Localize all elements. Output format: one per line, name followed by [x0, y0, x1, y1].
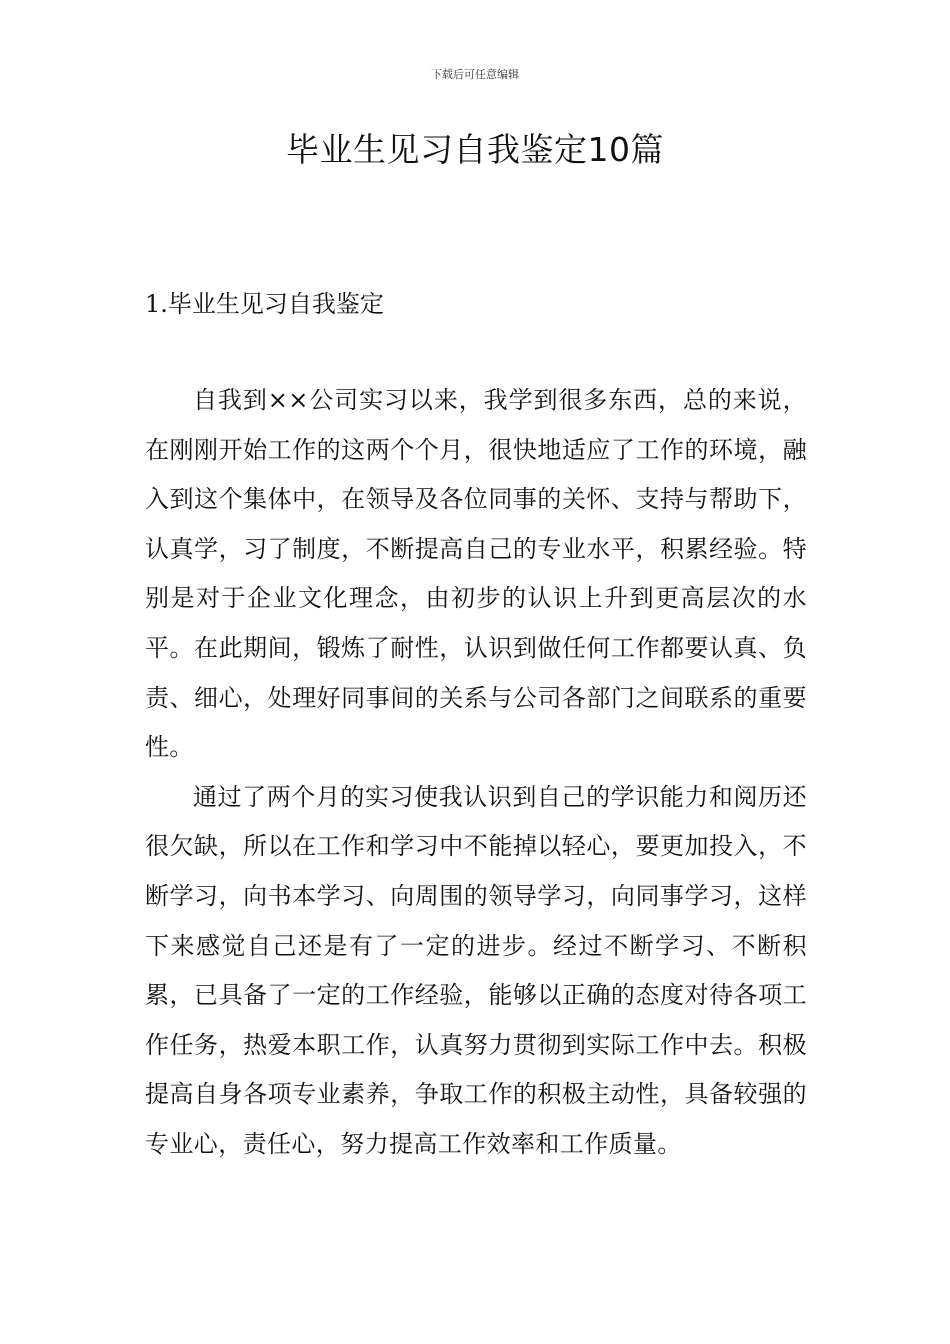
header-note: 下载后可任意编辑 [431, 68, 519, 81]
section-heading: 1.毕业生见习自我鉴定 [145, 290, 384, 318]
paragraph-1: 自我到××公司实习以来，我学到很多东西，总的来说，在刚刚开始工作的这两个个月，很快地适应了工作的环境，融入到这个集体中，在领导及各位同事的关怀、支持与帮助下，认真学，习了制度，不断提高自己的专业水平，积累经验。特别是对于企业文化理念，由初步的认识上升到更高层次的水平。在此期间，锻炼了耐性，认识到做任何工作都要认真、负责、细心，处理好同事间的关系与公司各部门之间联系的重要性。 [145, 386, 807, 762]
document-title: 毕业生见习自我鉴定10篇 [286, 130, 664, 169]
body-text [145, 376, 807, 1170]
paragraph-2: 通过了两个月的实习使我认识到自己的学识能力和阅历还很欠缺，所以在工作和学习中不能掉以轻心，要更加投入，不断学习，向书本学习、向周围的领导学习，向同事学习，这样下来感觉自己还是有了一定的进步。经过不断学习、不断积累，已具备了一定的工作经验，能够以正确的态度对待各项工作任务，热爱本职工作，认真努力贯彻到实际工作中去。积极提高自身各项专业素养，争取工作的积极主动性，具备较强的专业心，责任心，努力提高工作效率和工作质量。 [145, 782, 807, 1158]
